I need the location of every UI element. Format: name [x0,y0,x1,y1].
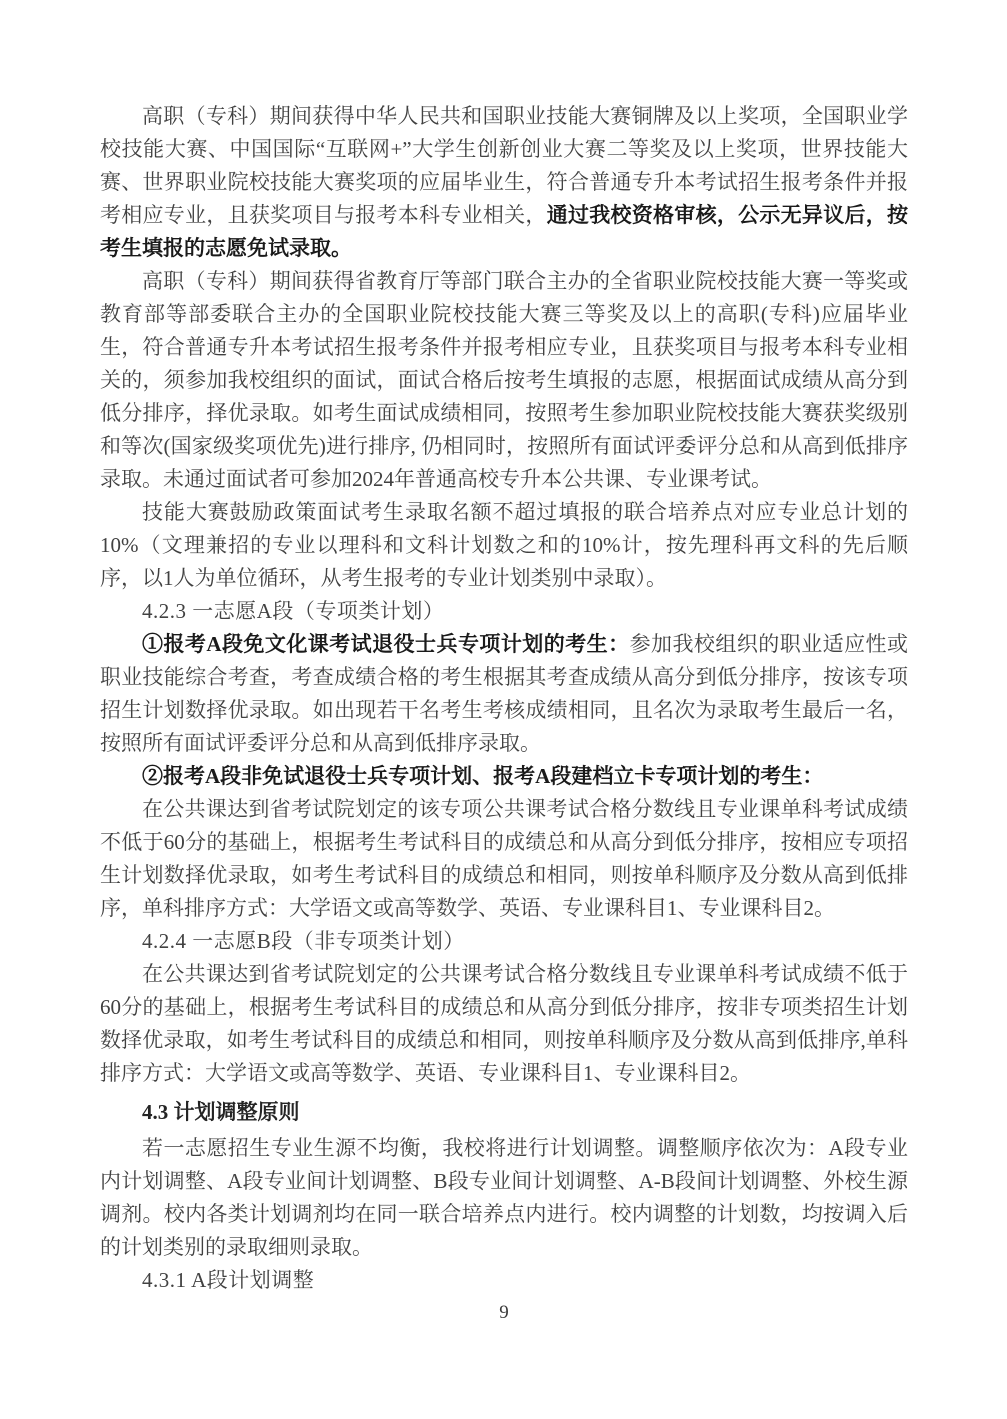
heading-text: 4.3.1 A段计划调整 [142,1268,315,1292]
paragraph-section-b-admission-rule [100,958,908,1090]
heading-text: 4.2.3 一志愿A段（专项类计划） [142,599,445,623]
heading-4-3 [100,1096,908,1129]
paragraph-provincial-awards-interview [100,265,908,496]
paragraph-text: 在公共课达到省考试院划定的该专项公共课考试合格分数线且专业课单科考试成绩不低于60分的基础上，根据考生考试科目的成绩总和从高分到低分排序，按相应专项招生计划数择优录取，如考生考试科目的成绩总和相同，则按单科顺序及分数从高到低排序，单科排序方式：大学语文或高等数学、英语、专业课科目1、专业课科目2。 [100,797,908,920]
paragraph-bold-text: ②报考A段非免试退役士兵专项计划、报考A段建档立卡专项计划的考生： [142,764,824,788]
paragraph-skills-contest-quota [100,496,908,595]
paragraph-text: 在公共课达到省考试院划定的公共课考试合格分数线且专业课单科考试成绩不低于60分的基础上，根据考生考试科目的成绩总和从高分到低分排序，按非专项类招生计划数择优录取，如考生考试科目的成绩总和相同，则按单科顺序及分数从高到低排序,单科排序方式：大学语文或高等数学、英语、专业课科目1、专业课科目2。 [100,962,908,1085]
paragraph-bold-text: 通过我校资格审核，公示无异议后，按考生填报的志愿免试录取。 [100,203,909,260]
heading-text: 4.3 计划调整原则 [142,1100,300,1124]
heading-text: 4.2.4 一志愿B段（非专项类计划） [142,929,465,953]
paragraph-text: 高职（专科）期间获得省教育厅等部门联合主办的全省职业院校技能大赛一等奖或教育部等部委联合主办的全国职业院校技能大赛三等奖及以上的高职(专科)应届毕业生，符合普通专升本考试招生报考条件并报考相应专业，且获奖项目与报考本科专业相关的，须参加我校组织的面试，面试合格后按考生填报的志愿，根据面试成绩从高分到低分排序，择优录取。如考生面试成绩相同，按照考生参加职业院校技能大赛获奖级别和等次(国家级奖项优先)进行排序, 仍相同时，按照所有面试评委评分总和从高到低排序录取。未通过面试者可参加2024年普通高校专升本公共课、专业课考试。 [100,269,908,491]
paragraph-retired-soldier-exempt-plan [100,628,908,760]
paragraph-exemption-national-awards [100,100,908,265]
paragraph-bold-text: ①报考A段免文化课考试退役士兵专项计划的考生： [142,632,630,656]
paragraph-text: 参加我校组织的职业适应性或职业技能综合考查，考查成绩合格的考生根据其考查成绩从高分到低分排序，按该专项招生计划数择优录取。如出现若干名考生考核成绩相同，且名次为录取考生最后一名，按照所有面试评委评分总和从高到低排序录取。 [100,632,909,755]
paragraph-text: 技能大赛鼓励政策面试考生录取名额不超过填报的联合培养点对应专业总计划的10%（文理兼招的专业以理科和文科计划数之和的10%计，按先理科再文科的先后顺序，以1人为单位循环，从考生报考的专业计划类别中录取）。 [100,500,908,590]
paragraph-section-a-admission-rule [100,793,908,925]
paragraph-text: 高职（专科）期间获得中华人民共和国职业技能大赛铜牌及以上奖项，全国职业学校技能大赛、中国国际“互联网+”大学生创新创业大赛二等奖及以上奖项，世界技能大赛、世界职业院校技能大赛奖项的应届毕业生，符合普通专升本考试招生报考条件并报考相应专业，且获奖项目与报考本科专业相关， [100,104,908,227]
paragraph-non-exempt-plans-label [100,760,908,793]
page-number: 9 [499,1302,509,1323]
paragraph-plan-adjustment-rule [100,1132,908,1264]
heading-4-2-4 [100,925,908,958]
document-body [100,100,908,1328]
heading-4-3-1 [100,1264,908,1297]
heading-4-2-3 [100,595,908,628]
paragraph-text: 若一志愿招生专业生源不均衡，我校将进行计划调整。调整顺序依次为：A段专业内计划调整、A段专业间计划调整、B段专业间计划调整、A-B段间计划调整、外校生源调剂。校内各类计划调剂均在同一联合培养点内进行。校内调整的计划数，均按调入后的计划类别的录取细则录取。 [100,1136,908,1259]
